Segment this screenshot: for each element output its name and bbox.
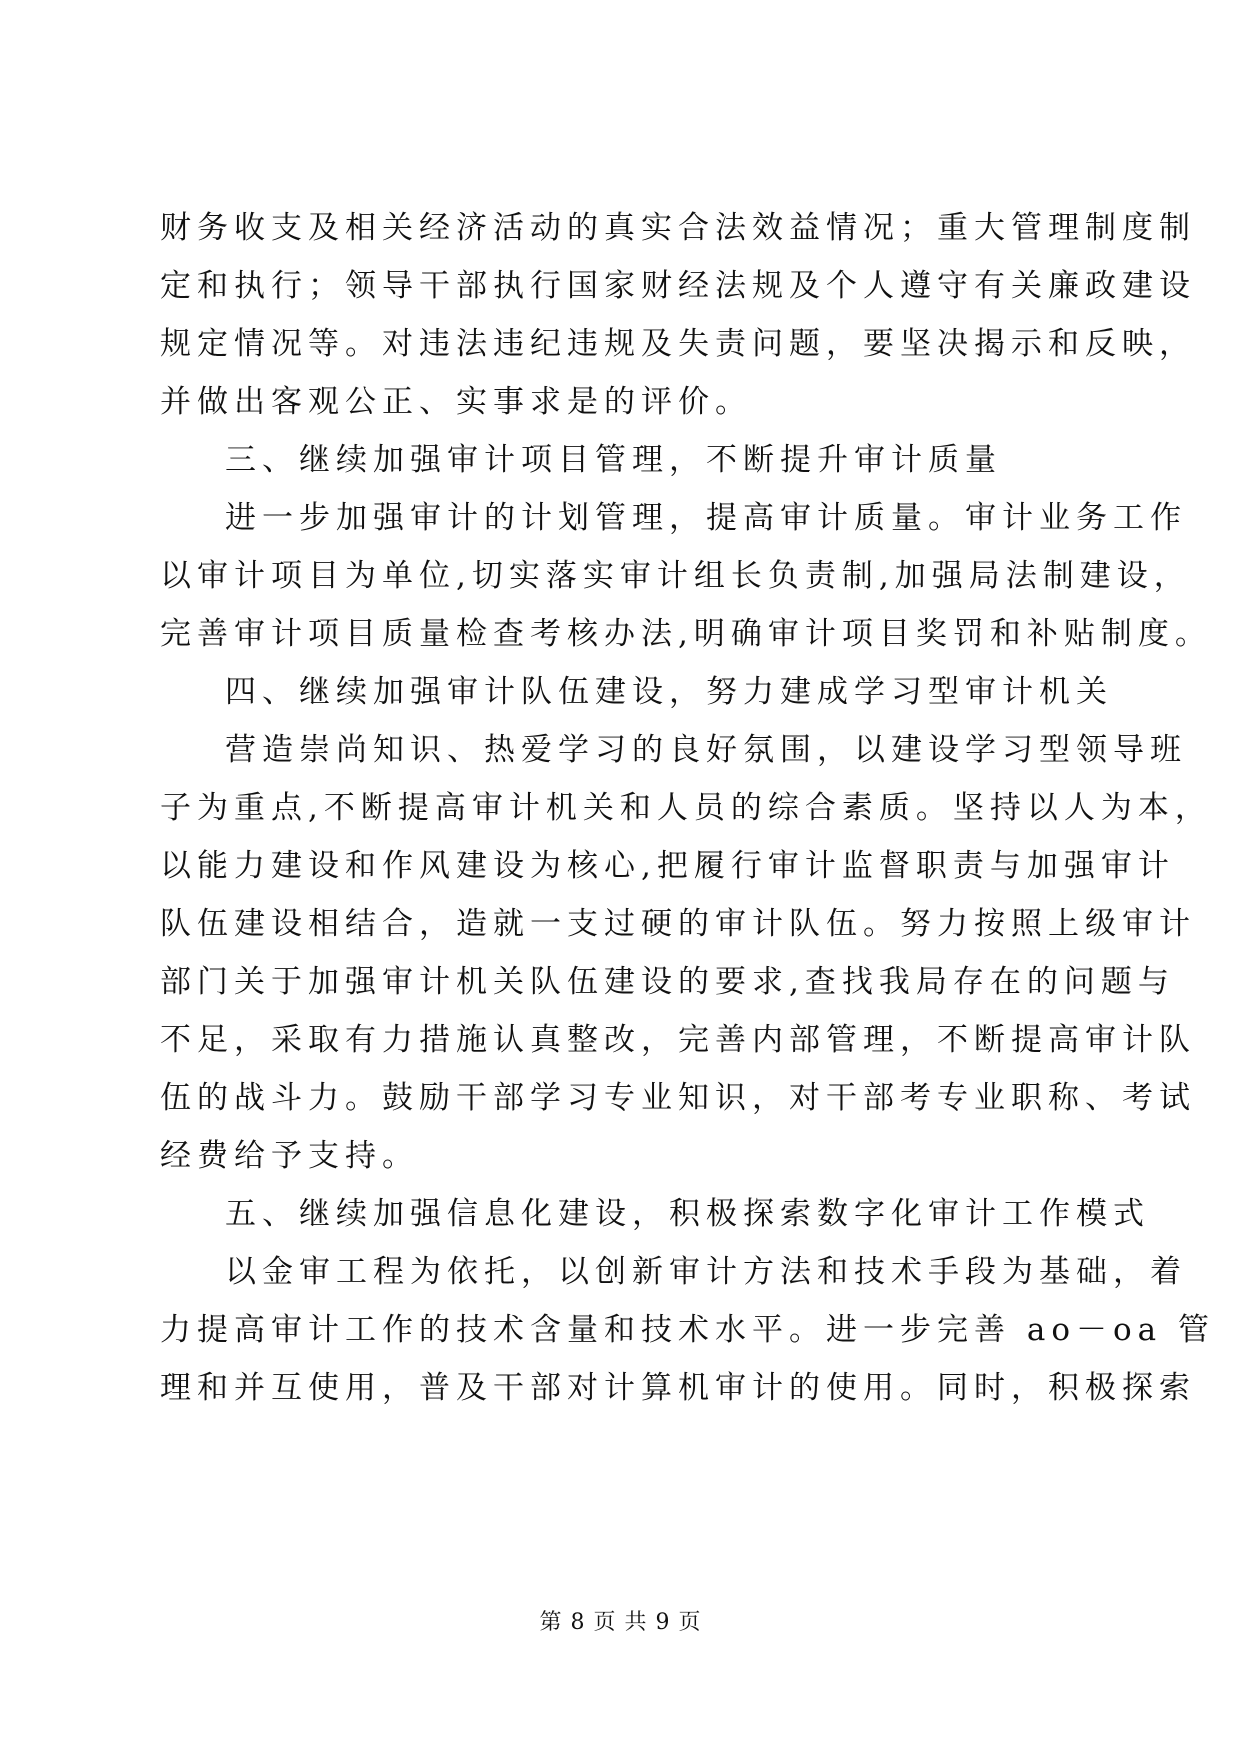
body-text-line: 子为重点,不断提高审计机关和人员的综合素质。坚持以人为本，: [160, 790, 1212, 826]
body-text-line: 财务收支及相关经济活动的真实合法效益情况；重大管理制度制: [160, 210, 1196, 246]
body-text-line: 完善审计项目质量检查考核办法,明确审计项目奖罚和补贴制度。: [160, 616, 1212, 652]
paragraph-first-line: 营造崇尚知识、热爱学习的良好氛围，以建设学习型领导班: [225, 732, 1187, 768]
body-text-line: 经费给予支持。: [160, 1138, 419, 1174]
paragraph-first-line: 进一步加强审计的计划管理，提高审计质量。审计业务工作: [225, 500, 1187, 536]
paragraph-first-line: 以金审工程为依托，以创新审计方法和技术手段为基础，着: [225, 1254, 1187, 1290]
body-text-line: 理和并互使用，普及干部对计算机审计的使用。同时，积极探索: [160, 1370, 1196, 1406]
section-heading: 三、继续加强审计项目管理，不断提升审计质量: [225, 442, 1002, 478]
body-text-line: 队伍建设相结合，造就一支过硬的审计队伍。努力按照上级审计: [160, 906, 1196, 942]
section-heading: 四、继续加强审计队伍建设，努力建成学习型审计机关: [225, 674, 1113, 710]
body-text-line: 以审计项目为单位,切实落实审计组长负责制,加强局法制建设，: [160, 558, 1191, 594]
body-text-line: 规定情况等。对违法违纪违规及失责问题，要坚决揭示和反映，: [160, 326, 1196, 362]
body-text-line: 定和执行；领导干部执行国家财经法规及个人遵守有关廉政建设: [160, 268, 1196, 304]
body-text-line: 伍的战斗力。鼓励干部学习专业知识，对干部考专业职称、考试: [160, 1080, 1196, 1116]
body-text-line: 以能力建设和作风建设为核心,把履行审计监督职责与加强审计: [160, 848, 1175, 884]
section-heading: 五、继续加强信息化建设，积极探索数字化审计工作模式: [225, 1196, 1150, 1232]
body-text-line: 部门关于加强审计机关队伍建设的要求,查找我局存在的问题与: [160, 964, 1175, 1000]
page-number-footer: 第 8 页 共 9 页: [539, 1610, 702, 1635]
body-text-line: 力提高审计工作的技术含量和技术水平。进一步完善 ao－oa 管: [160, 1312, 1215, 1348]
body-text-line: 不足，采取有力措施认真整改，完善内部管理，不断提高审计队: [160, 1022, 1196, 1058]
body-text-line: 并做出客观公正、实事求是的评价。: [160, 384, 752, 420]
